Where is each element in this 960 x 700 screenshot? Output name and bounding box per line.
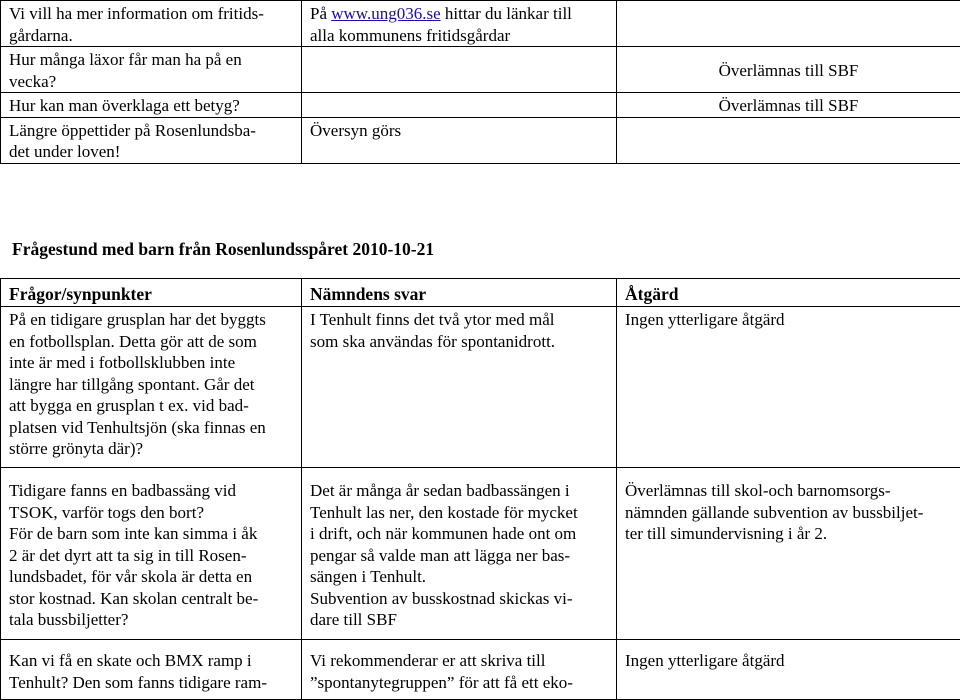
action-cell: Överlämnas till SBF [617, 47, 960, 93]
table-row [1, 1, 960, 47]
action-cell [617, 1, 960, 47]
column-header-action: Åtgärd [617, 279, 960, 307]
answer-cell: Det är många år sedan badbassängen i Tenhult las ner, den kostade för mycket i drift, och när kommunen hade ont om pengar så valde man att lägga ner bas- sängen i Tenhult. Subvention av busskostnad skickas vi- dare till SBF [302, 468, 617, 640]
section-heading: Frågestund med barn från Rosenlundsspåret 2010-10-21 [12, 239, 434, 260]
question-cell: Kan vi få en skate och BMX ramp i Tenhult? Den som fanns tidigare ram- [1, 640, 302, 700]
question-cell: Hur kan man överklaga ett betyg? [1, 93, 302, 118]
answer-cell [302, 1, 617, 47]
answer-text: hittar du länkar till alla kommunens fritidsgårdar [310, 4, 572, 45]
question-cell: Vi vill ha mer information om fritids- gårdarna. [1, 1, 302, 47]
question-cell: Hur många läxor får man ha på en vecka? [1, 47, 302, 93]
table-row [1, 640, 960, 700]
answer-cell [302, 47, 617, 93]
previous-questions-table [0, 0, 960, 164]
ung036-link[interactable]: www.ung036.se [331, 4, 440, 23]
answer-text: På [310, 4, 331, 23]
table-row [1, 117, 960, 163]
action-cell [617, 117, 960, 163]
question-cell: Tidigare fanns en badbassäng vid TSOK, varför togs den bort? För de barn som inte kan simma i åk 2 är det dyrt att ta sig in till Rosen- lundsbadet, för vår skola är detta en stor kostnad. Kan skolan centralt be- tala bussbiljetter? [1, 468, 302, 640]
action-cell: Ingen ytterligare åtgärd [617, 307, 960, 468]
question-cell: På en tidigare grusplan har det byggts en fotbollsplan. Detta gör att de som inte är med i fotbollsklubben inte längre har tillgång spontant. Går det att bygga en grusplan t ex. vid bad- platsen vid Tenhultsjön (ska finnas en större grönyta där)? [1, 307, 302, 468]
table-header-row [1, 279, 960, 307]
action-cell: Ingen ytterligare åtgärd [617, 640, 960, 700]
table-row [1, 468, 960, 640]
answer-cell: Översyn görs [302, 117, 617, 163]
questions-table [0, 278, 960, 700]
action-cell: Överlämnas till SBF [617, 93, 960, 118]
question-cell: Längre öppettider på Rosenlundsba- det under loven! [1, 117, 302, 163]
answer-cell: Vi rekommenderar er att skriva till ”spontanytegruppen” för att få ett eko- [302, 640, 617, 700]
column-header-answers: Nämndens svar [302, 279, 617, 307]
answer-cell: I Tenhult finns det två ytor med mål som ska användas för spontanidrott. [302, 307, 617, 468]
table-row [1, 93, 960, 118]
action-cell: Överlämnas till skol-och barnomsorgs- nämnden gällande subvention av bussbiljet- ter till simundervisning i år 2. [617, 468, 960, 640]
table-row [1, 307, 960, 468]
answer-cell [302, 93, 617, 118]
column-header-questions: Frågor/synpunkter [1, 279, 302, 307]
table-row [1, 47, 960, 93]
